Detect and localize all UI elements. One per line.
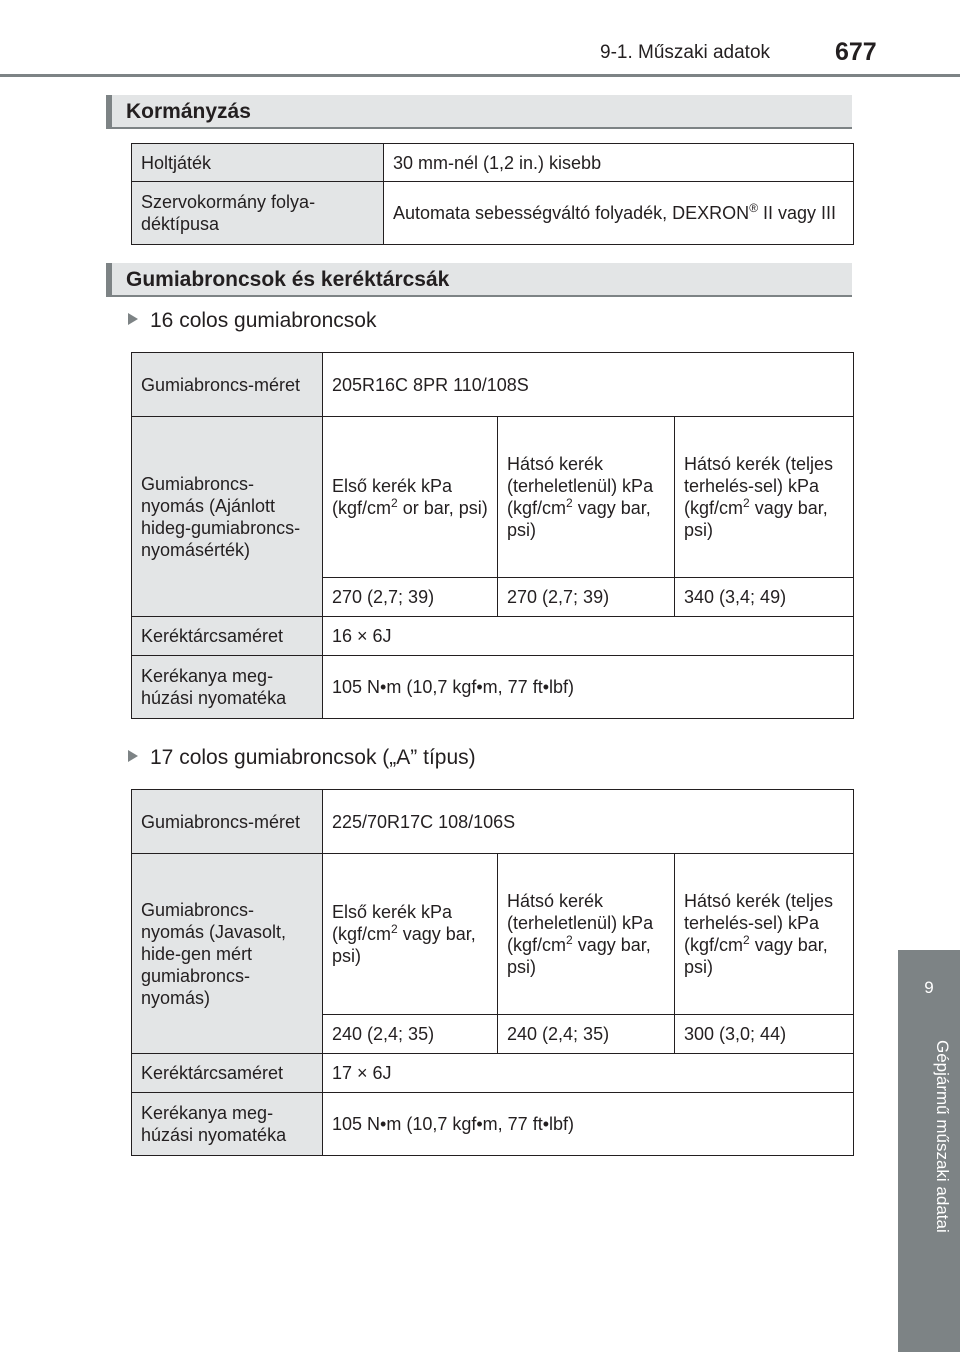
section-heading-tires	[106, 263, 852, 297]
section-heading-steering	[106, 95, 852, 129]
table-row	[132, 182, 854, 245]
steering-table	[131, 143, 854, 245]
rim-size-label: Keréktárcsaméret	[132, 1054, 323, 1093]
page-number: 677	[835, 38, 877, 66]
rim-size-value: 17 × 6J	[323, 1054, 854, 1093]
tire-table-16	[131, 352, 854, 719]
rear-full-load-value: 300 (3,0; 44)	[675, 1015, 854, 1054]
tire-size-value: 205R16C 8PR 110/108S	[323, 353, 854, 417]
tire-size-label: Gumiabroncs-méret	[132, 790, 323, 854]
section-heading-text: Gumiabroncsok és keréktárcsák	[126, 268, 450, 291]
lug-nut-torque-value: 105 N•m (10,7 kgf•m, 77 ft•lbf)	[323, 656, 854, 719]
table-row	[132, 1093, 854, 1156]
chapter-number: 9	[924, 978, 934, 997]
rim-size-value: 16 × 6J	[323, 617, 854, 656]
table-row	[132, 144, 854, 182]
tire-table-17	[131, 789, 854, 1156]
front-wheel-value: 270 (2,7; 39)	[323, 578, 498, 617]
lug-nut-torque-label: Kerékanya meg-húzási nyomatéka	[132, 656, 323, 719]
running-header-section: 9-1. Műszaki adatok	[600, 42, 771, 63]
rear-full-load-header: Hátsó kerék (teljes terhelés-sel) kPa ($kgf/cm^2$ vagy bar, psi)	[675, 417, 854, 578]
steering-freeplay-value: 30 mm-nél (1,2 in.) kisebb	[384, 144, 854, 182]
rear-full-load-header: Hátsó kerék (teljes terhelés-sel) kPa ($kgf/cm^2$ vagy bar, psi)	[675, 854, 854, 1015]
tire-size-value: 225/70R17C 108/106S	[323, 790, 854, 854]
rear-unloaded-value: 240 (2,4; 35)	[498, 1015, 675, 1054]
section-heading-text: Kormányzás	[126, 100, 251, 123]
registered-mark: ®	[749, 201, 759, 215]
steering-freeplay-label: Holtjáték	[132, 144, 384, 182]
bullet-17-inch: 17 colos gumiabroncsok („A” típus)	[128, 746, 476, 770]
table-row	[132, 1054, 854, 1093]
header-rule	[0, 74, 960, 77]
lug-nut-torque-label: Kerékanya meg-húzási nyomatéka	[132, 1093, 323, 1156]
rim-size-label: Keréktárcsaméret	[132, 617, 323, 656]
table-row	[132, 353, 854, 417]
front-wheel-value: 240 (2,4; 35)	[323, 1015, 498, 1054]
table-row	[132, 656, 854, 719]
table-row	[132, 417, 854, 578]
rear-unloaded-value: 270 (2,7; 39)	[498, 578, 675, 617]
chapter-side-tab	[898, 950, 960, 1352]
table-row	[132, 617, 854, 656]
chapter-title: Gépjármű műszaki adatai	[933, 1040, 952, 1233]
table-row	[132, 790, 854, 854]
bullet-16-inch: 16 colos gumiabroncsok	[128, 309, 376, 333]
lug-nut-torque-value: 105 N•m (10,7 kgf•m, 77 ft•lbf)	[323, 1093, 854, 1156]
rear-full-load-value: 340 (3,4; 49)	[675, 578, 854, 617]
power-steering-fluid-value: Automata sebességváltó folyadék, DEXRON® II vagy III	[384, 182, 854, 245]
rear-unloaded-header: Hátsó kerék (terheletlenül) kPa ($kgf/cm^2$ vagy bar, psi)	[498, 417, 675, 578]
bullet-triangle-icon	[128, 313, 138, 325]
tire-pressure-label: Gumiabroncs-nyomás (Javasolt, hide-gen mért gumiabroncs-nyomás)	[132, 854, 323, 1054]
tire-size-label: Gumiabroncs-méret	[132, 353, 323, 417]
power-steering-fluid-label: Szervokormány folya-déktípusa	[132, 182, 384, 245]
front-wheel-header: Első kerék kPa ($kgf/cm^2$ vagy bar, psi)	[323, 854, 498, 1015]
bullet-triangle-icon	[128, 750, 138, 762]
front-wheel-header: Első kerék kPa ($kgf/cm^2$ or bar, psi)	[323, 417, 498, 578]
tire-pressure-label: Gumiabroncs-nyomás (Ajánlott hideg-gumiabroncs-nyomásérték)	[132, 417, 323, 617]
rear-unloaded-header: Hátsó kerék (terheletlenül) kPa ($kgf/cm^2$ vagy bar, psi)	[498, 854, 675, 1015]
table-row	[132, 854, 854, 1015]
